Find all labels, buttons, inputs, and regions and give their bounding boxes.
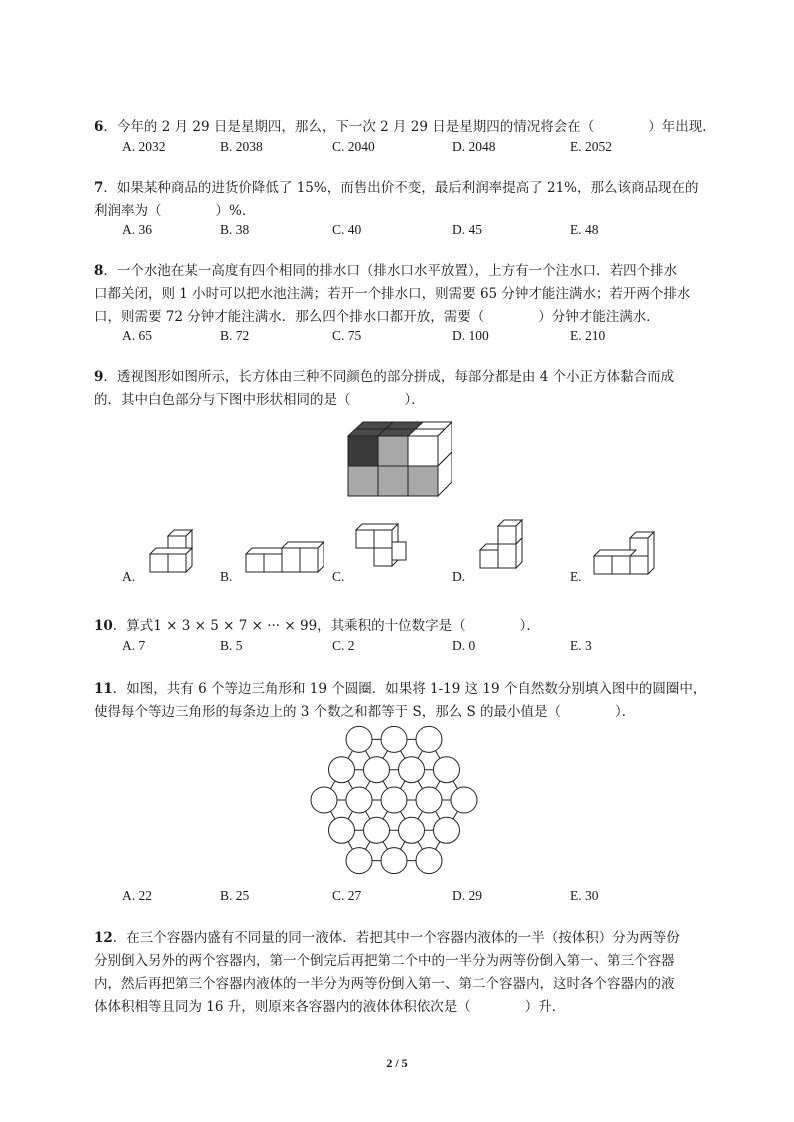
question-10	[94, 615, 704, 638]
option-e[interactable]: E. 2052	[570, 139, 612, 154]
option-d[interactable]: D. 29	[452, 888, 482, 903]
question-12	[94, 927, 704, 1019]
number-circle	[346, 787, 372, 813]
number-circle	[346, 848, 372, 874]
option-e[interactable]: E.	[570, 569, 582, 584]
question-number: 11	[94, 681, 113, 697]
question-number: 8	[94, 263, 104, 279]
number-circle	[329, 757, 355, 783]
question-8	[94, 260, 704, 329]
question-text: ．在三个容器内盛有不同量的同一液体．若把其中一个容器内液体的一半（按体积）分为两等份	[112, 930, 680, 946]
option-b[interactable]: B. 2038	[220, 139, 263, 154]
option-b[interactable]: B. 5	[220, 638, 243, 653]
option-e[interactable]: E. 48	[570, 222, 599, 237]
option-d[interactable]: D. 0	[452, 638, 476, 653]
option-e[interactable]: E. 3	[570, 638, 592, 653]
question-number: 7	[94, 180, 104, 196]
question-text: ．如果某种商品的进货价降低了 15%，而售出价不变，最后利润率提高了 21%，那么该商品现在的	[103, 180, 699, 196]
number-circle	[416, 726, 442, 752]
question-text: 使得每个等边三角形的每条边上的 3 个数之和都等于 S，那么 S 的最小值是（ ）．	[94, 704, 636, 720]
number-circle	[381, 787, 407, 813]
question-number: 6	[94, 119, 104, 135]
option-c[interactable]: C.	[332, 569, 345, 584]
option-c[interactable]: C. 2	[332, 638, 355, 653]
question-number: 12	[94, 930, 113, 946]
option-d-figure[interactable]	[468, 518, 532, 578]
option-b[interactable]: B. 38	[220, 222, 250, 237]
question-6	[94, 116, 716, 139]
options-q11	[122, 888, 722, 910]
question-text: ．算式1 × 3 × 5 × 7 × ··· × 99，其乘积的十位数字是（ ）．	[112, 618, 540, 634]
option-c[interactable]: C. 27	[332, 888, 362, 903]
number-circle	[381, 726, 407, 752]
option-a-figure[interactable]	[140, 528, 202, 578]
options-q10	[122, 638, 722, 660]
number-circle	[364, 757, 390, 783]
question-text: 分别倒入另外的两个容器内，第一个倒完后再把第二个中的一半分为两等份倒入第一、第三个容器	[94, 953, 675, 969]
option-a[interactable]: A. 36	[122, 222, 152, 237]
option-c[interactable]: C. 40	[332, 222, 362, 237]
number-circle	[434, 817, 460, 843]
option-e[interactable]: E. 210	[570, 328, 606, 343]
question-11	[94, 678, 707, 724]
question-text: ．如图，共有 6 个等边三角形和 19 个圆圈．如果将 1-19 这 19 个自然数分别填入图中的圆圈中，	[112, 681, 707, 697]
number-circle	[329, 817, 355, 843]
question-number: 10	[94, 618, 113, 634]
option-b[interactable]: B. 25	[220, 888, 250, 903]
option-a[interactable]: A. 2032	[122, 139, 166, 154]
number-circle	[416, 787, 442, 813]
question-text: 口都关闭，则 1 小时可以把水池注满；若开一个排水口，则需要 65 分钟才能注满水；若开两个排水	[94, 286, 691, 302]
question-text: 口，则需要 72 分钟才能注满水．那么四个排水口都开放，需要（ ）分钟才能注满水．	[94, 309, 660, 325]
number-circle	[451, 787, 477, 813]
question-text: 利润率为（ ）%．	[94, 203, 256, 219]
number-circle	[346, 726, 372, 752]
number-circle	[364, 817, 390, 843]
option-b[interactable]: B. 72	[220, 328, 250, 343]
question-7	[94, 177, 704, 223]
option-d[interactable]: D. 45	[452, 222, 482, 237]
number-circle	[399, 757, 425, 783]
option-b[interactable]: B.	[220, 569, 233, 584]
option-e[interactable]: E. 30	[570, 888, 599, 903]
triangle-circle-figure	[310, 724, 478, 876]
options-q6	[122, 139, 722, 161]
option-a[interactable]: A. 22	[122, 888, 152, 903]
number-circle	[434, 757, 460, 783]
question-text: 体体积相等且同为 16 升，则原来各容器内的液体体积依次是（ ）升．	[94, 999, 566, 1015]
option-a[interactable]: A.	[122, 569, 136, 584]
option-c-figure[interactable]	[352, 520, 412, 578]
number-circle	[399, 817, 425, 843]
number-circle	[311, 787, 337, 813]
question-text: ．今年的 2 月 29 日是星期四，那么，下一次 2 月 29 日是星期四的情况将会在（ ）年出现．	[103, 119, 716, 135]
option-c[interactable]: C. 2040	[332, 139, 375, 154]
question-text: ．一个水池在某一高度有四个相同的排水口（排水口水平放置），上方有一个注水口．若四个排水	[103, 263, 678, 279]
question-text: ．透视图形如图所示，长方体由三种不同颜色的部分拼成，每部分都是由 4 个小正方体黏合而成	[103, 369, 675, 385]
option-b-figure[interactable]	[238, 536, 324, 578]
page-number: 2 / 5	[386, 1056, 408, 1070]
cuboid-figure	[340, 418, 452, 506]
number-circle	[381, 848, 407, 874]
number-circle	[416, 848, 442, 874]
option-d[interactable]: D. 2048	[452, 139, 496, 154]
option-c[interactable]: C. 75	[332, 328, 362, 343]
question-text: 的．其中白色部分与下图中形状相同的是（ ）．	[94, 392, 425, 408]
option-e-figure[interactable]	[584, 530, 660, 578]
options-q7	[122, 222, 722, 244]
question-text: 内，然后再把第三个容器内液体的一半分为两等份倒入第一、第二个容器内，这时各个容器内的液	[94, 976, 675, 992]
question-number: 9	[94, 369, 104, 385]
option-a[interactable]: A. 7	[122, 638, 146, 653]
options-q8	[122, 328, 722, 350]
option-a[interactable]: A. 65	[122, 328, 152, 343]
option-d[interactable]: D. 100	[452, 328, 489, 343]
question-9	[94, 366, 704, 412]
option-d[interactable]: D.	[452, 569, 466, 584]
